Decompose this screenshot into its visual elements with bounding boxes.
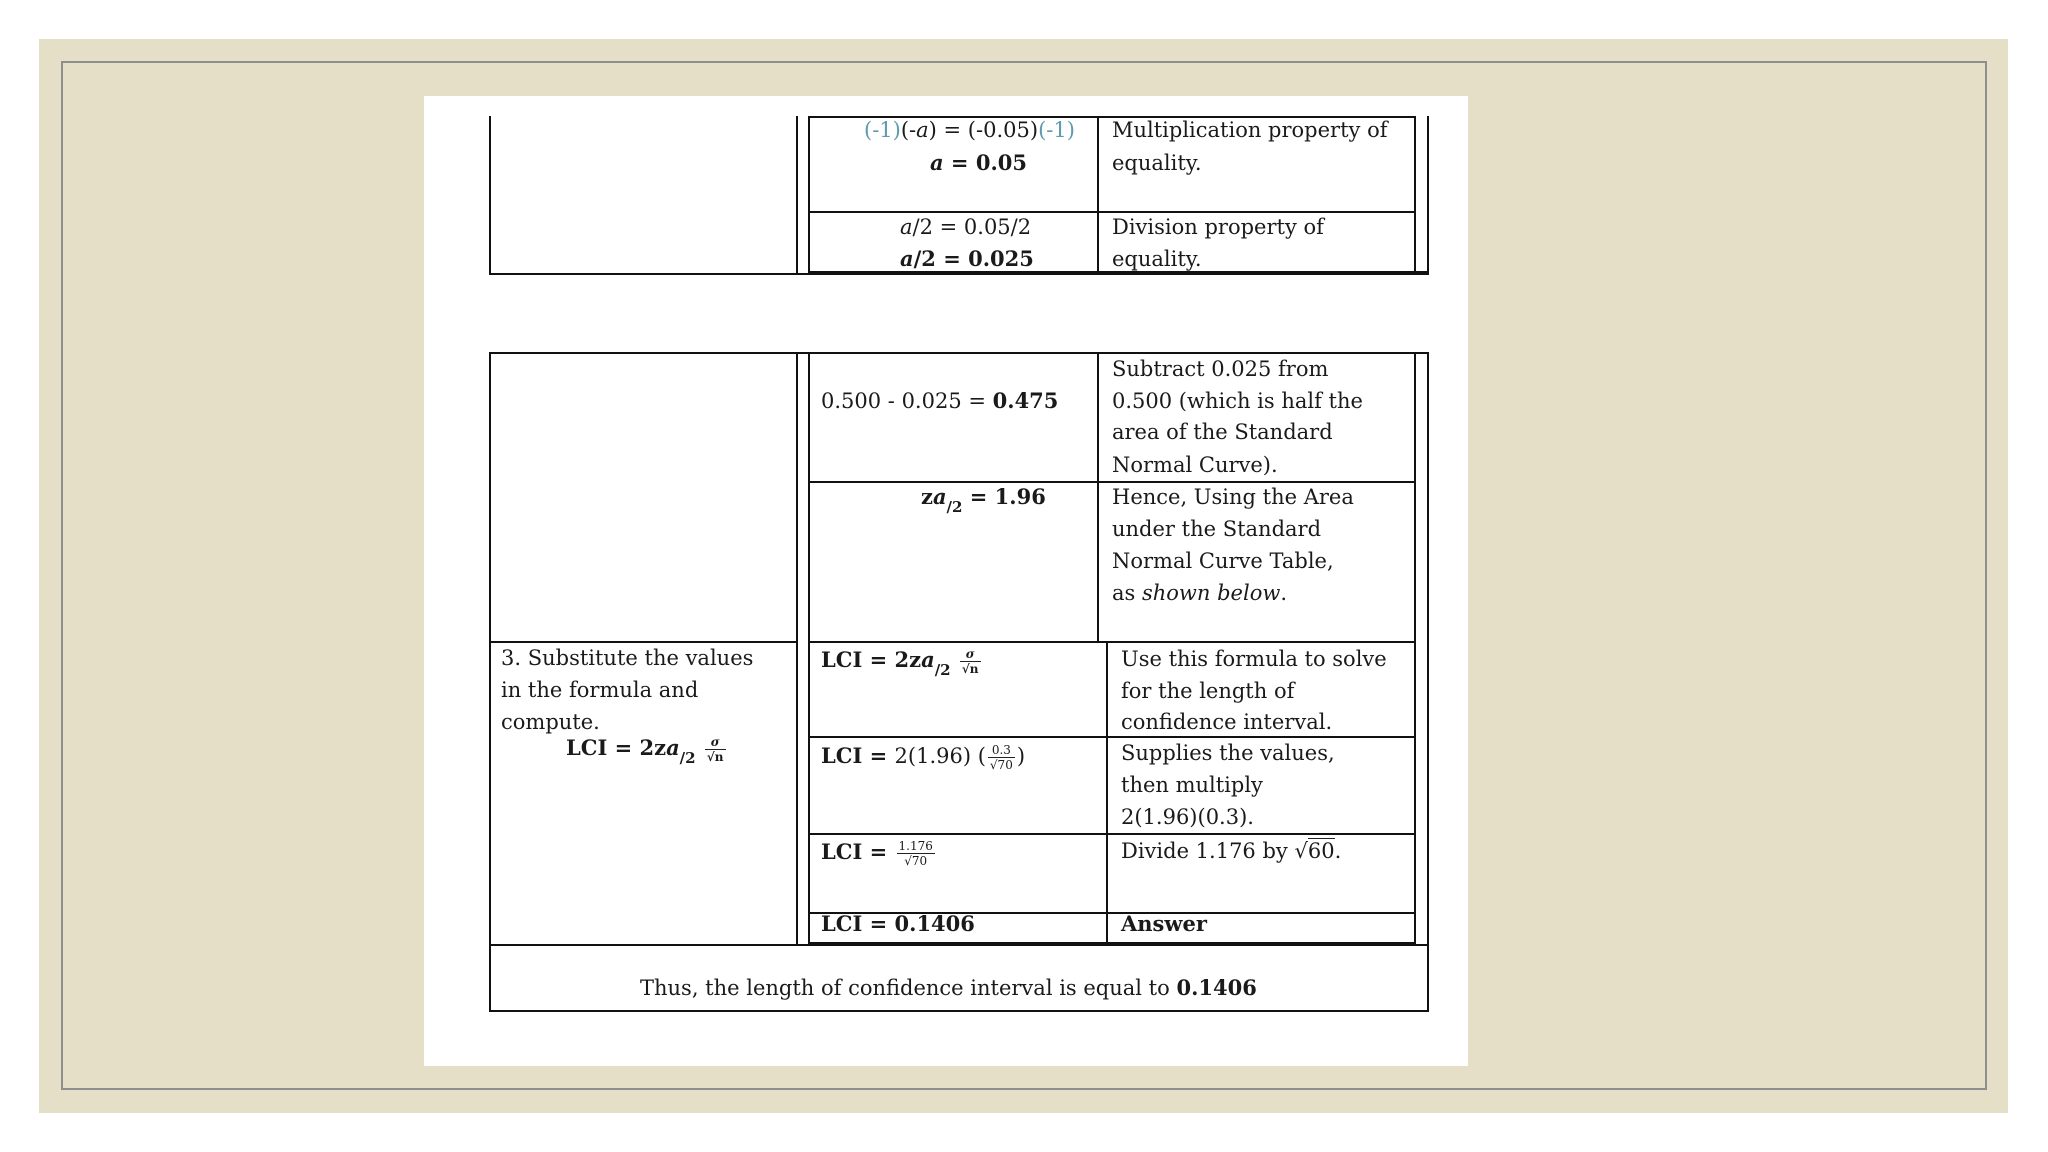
subscript: /2 [946,498,963,516]
equation-result [930,147,1027,179]
explanation-line: Normal Curve). [1112,453,1278,477]
equation-segment: /2 = 0.05/2 [912,215,1032,239]
explanation-line: Subtract 0.025 from [1112,357,1329,381]
fraction-denominator: √n [706,750,724,764]
equation-line [900,211,1031,243]
alpha-symbol: a [666,735,680,760]
subscript: /2 [679,749,696,767]
equation-segment: (- [900,118,917,142]
fraction-numerator: 1.176 [898,839,933,853]
explanation-line: 0.500 (which is half the [1112,389,1363,413]
explanation-line: Normal Curve Table, [1112,549,1334,573]
fraction [988,743,1015,772]
equation-segment: (-1) [864,118,901,142]
explanation-line: then multiply [1121,773,1263,797]
fraction-denominator: √70 [989,758,1013,772]
explanation-line: 2(1.96)(0.3). [1121,805,1254,829]
explanation-line [1112,577,1287,609]
explanation-line: Use this formula to solve [1121,647,1387,671]
text-segment: as [1112,581,1142,605]
equation-line [821,385,1058,417]
text-segment: . [1334,839,1342,863]
equation-segment: a [900,246,914,271]
alpha-symbol: a [921,647,935,672]
text-segment: . [1280,581,1287,605]
equation-segment: a [930,150,944,175]
document-page [424,96,1468,1066]
equation-segment: a [916,118,929,142]
answer-label: Answer [1121,911,1207,936]
equation-segment: ) = (-0.05) [928,118,1039,142]
equation-segment: = 0.05 [943,150,1027,175]
equation-result: = 1.96 [962,484,1046,509]
explanation-line: area of the Standard [1112,420,1333,444]
fraction-denominator: √n [961,662,979,676]
lci-formula [821,740,1025,772]
explanation-line: Division property of [1112,215,1324,239]
explanation-line: equality. [1112,151,1202,175]
formula-lhs: LCI = [821,743,895,768]
formula-lhs: LCI = 2z [566,735,667,760]
step-text-line: in the formula and [501,678,699,702]
step-text-line: compute. [501,710,600,734]
fraction [960,647,981,676]
explanation-line: Multiplication property of [1112,118,1388,142]
fraction-denominator: √70 [904,854,928,868]
lci-formula [566,732,728,766]
step-text-line: 3. Substitute the values [501,646,754,670]
lci-result: LCI = 0.1406 [821,911,975,936]
conclusion-text [640,972,1257,1004]
lci-formula [821,644,983,678]
explanation-line: Supplies the values, [1121,741,1335,765]
text-segment: Divide 1.176 by [1121,839,1295,863]
alpha-symbol: a [932,484,947,509]
equation-segment: a [900,215,913,239]
sqrt-radicand: 60 [1307,839,1335,863]
explanation-line: under the Standard [1112,517,1322,541]
explanation-line: equality. [1112,247,1202,271]
fraction-numerator: σ [705,735,726,750]
lci-formula [821,836,937,868]
z-critical-value [921,481,1046,515]
z-symbol: z [921,484,933,509]
explanation-line: Divide 1.176 by √60. [1121,839,1342,863]
explanation-line: Hence, Using the Area [1112,485,1354,509]
equation-result: 0.475 [992,388,1059,413]
formula-expr: ) [1016,744,1026,768]
equation-segment: 0.500 - 0.025 = [821,389,993,413]
text-segment: Thus, the length of confidence interval is equal to [640,976,1177,1000]
equation-result [900,243,1034,275]
equation-line [864,118,1075,142]
fraction [897,839,935,868]
conclusion-value: 0.1406 [1176,975,1257,1000]
subscript: /2 [934,661,951,679]
fraction-numerator: 0.3 [988,743,1015,758]
explanation-line: confidence interval. [1121,710,1333,734]
fraction [705,735,726,764]
formula-lhs: LCI = [821,839,895,864]
text-segment: shown below [1141,581,1281,605]
formula-lhs: LCI = [821,647,895,672]
formula-expr: 2z [894,647,922,672]
explanation-line: for the length of [1121,679,1295,703]
formula-expr: 2(1.96) ( [894,744,986,768]
equation-segment: /2 = 0.025 [913,246,1034,271]
fraction-numerator: σ [960,647,981,662]
equation-segment: (-1) [1038,118,1075,142]
